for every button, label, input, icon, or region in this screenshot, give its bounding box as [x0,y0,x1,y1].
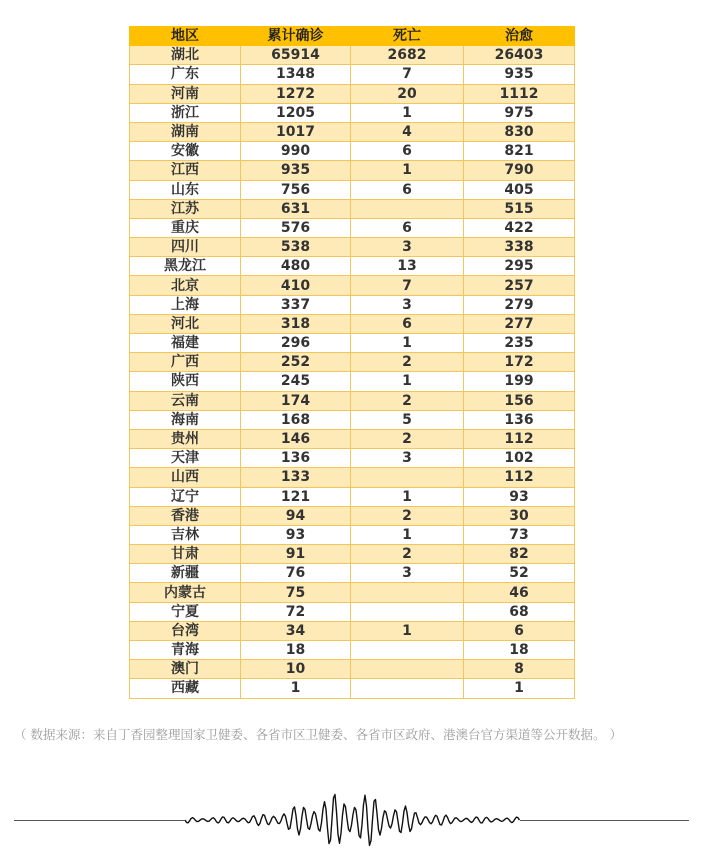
table-header-row [130,27,575,46]
cell-deaths: 3 [351,449,464,468]
cell-region: 澳门 [130,660,241,679]
cell-recovered: 1 [464,679,575,698]
table-row [130,46,575,65]
cell-recovered: 199 [464,372,575,391]
cell-recovered: 821 [464,142,575,161]
epidemic-data-table-container [129,26,574,699]
cell-confirmed: 174 [241,391,351,410]
cell-confirmed: 146 [241,429,351,448]
header-recovered: 治愈 [464,27,575,46]
cell-deaths: 1 [351,372,464,391]
cell-region: 湖北 [130,46,241,65]
cell-recovered: 8 [464,660,575,679]
cell-recovered: 102 [464,449,575,468]
cell-deaths [351,199,464,218]
table-row [130,468,575,487]
cell-region: 山西 [130,468,241,487]
cell-confirmed: 410 [241,276,351,295]
cell-confirmed: 91 [241,545,351,564]
cell-deaths: 3 [351,564,464,583]
cell-confirmed: 1272 [241,84,351,103]
cell-confirmed: 65914 [241,46,351,65]
table-row [130,429,575,448]
cell-deaths: 1 [351,621,464,640]
table-row [130,487,575,506]
cell-region: 湖南 [130,122,241,141]
cell-deaths [351,660,464,679]
cell-region: 香港 [130,506,241,525]
cell-recovered: 830 [464,122,575,141]
cell-region: 北京 [130,276,241,295]
cell-deaths: 2682 [351,46,464,65]
cell-recovered: 112 [464,429,575,448]
cell-deaths: 2 [351,391,464,410]
table-row [130,257,575,276]
table-body [130,46,575,698]
cell-region: 台湾 [130,621,241,640]
table-row [130,621,575,640]
cell-recovered: 30 [464,506,575,525]
table-row [130,449,575,468]
cell-recovered: 82 [464,545,575,564]
table-row [130,525,575,544]
cell-confirmed: 121 [241,487,351,506]
cell-deaths: 1 [351,161,464,180]
cell-region: 四川 [130,238,241,257]
cell-region: 广西 [130,353,241,372]
table-row [130,679,575,698]
cell-region: 江苏 [130,199,241,218]
cell-region: 贵州 [130,429,241,448]
cell-recovered: 338 [464,238,575,257]
cell-region: 海南 [130,410,241,429]
cell-recovered: 515 [464,199,575,218]
cell-confirmed: 72 [241,602,351,621]
header-confirmed: 累计确诊 [241,27,351,46]
cell-confirmed: 318 [241,314,351,333]
cell-deaths: 7 [351,65,464,84]
cell-deaths: 1 [351,487,464,506]
cell-deaths [351,641,464,660]
cell-confirmed: 1017 [241,122,351,141]
cell-region: 浙江 [130,103,241,122]
table-row [130,65,575,84]
cell-deaths: 1 [351,525,464,544]
table-row [130,353,575,372]
cell-confirmed: 538 [241,238,351,257]
cell-confirmed: 756 [241,180,351,199]
cell-confirmed: 480 [241,257,351,276]
table-row [130,602,575,621]
cell-deaths [351,468,464,487]
cell-confirmed: 18 [241,641,351,660]
cell-region: 安徽 [130,142,241,161]
cell-region: 云南 [130,391,241,410]
cell-deaths: 3 [351,295,464,314]
cell-region: 河北 [130,314,241,333]
cell-confirmed: 337 [241,295,351,314]
cell-deaths [351,602,464,621]
cell-region: 江西 [130,161,241,180]
header-region: 地区 [130,27,241,46]
cell-region: 上海 [130,295,241,314]
cell-confirmed: 631 [241,199,351,218]
cell-recovered: 156 [464,391,575,410]
cell-recovered: 93 [464,487,575,506]
cell-region: 辽宁 [130,487,241,506]
table-row [130,199,575,218]
cell-recovered: 172 [464,353,575,372]
cell-confirmed: 935 [241,161,351,180]
table-row [130,276,575,295]
cell-recovered: 136 [464,410,575,429]
cell-recovered: 68 [464,602,575,621]
epidemic-data-table [129,26,575,699]
table-row [130,410,575,429]
cell-recovered: 235 [464,334,575,353]
cell-recovered: 277 [464,314,575,333]
table-row [130,218,575,237]
cell-recovered: 73 [464,525,575,544]
cell-recovered: 6 [464,621,575,640]
cell-region: 重庆 [130,218,241,237]
cell-region: 山东 [130,180,241,199]
cell-confirmed: 576 [241,218,351,237]
cell-region: 宁夏 [130,602,241,621]
header-deaths: 死亡 [351,27,464,46]
waveform-divider-icon [185,788,520,852]
table-row [130,161,575,180]
cell-deaths: 2 [351,506,464,525]
cell-deaths: 20 [351,84,464,103]
cell-region: 广东 [130,65,241,84]
cell-region: 黑龙江 [130,257,241,276]
cell-region: 甘肃 [130,545,241,564]
cell-deaths [351,679,464,698]
cell-confirmed: 1 [241,679,351,698]
table-row [130,122,575,141]
cell-deaths [351,583,464,602]
cell-region: 吉林 [130,525,241,544]
cell-deaths: 2 [351,429,464,448]
cell-recovered: 1112 [464,84,575,103]
cell-deaths: 6 [351,314,464,333]
cell-confirmed: 168 [241,410,351,429]
cell-recovered: 935 [464,65,575,84]
cell-confirmed: 245 [241,372,351,391]
cell-region: 福建 [130,334,241,353]
cell-deaths: 6 [351,142,464,161]
table-row [130,506,575,525]
cell-confirmed: 75 [241,583,351,602]
cell-recovered: 257 [464,276,575,295]
cell-recovered: 975 [464,103,575,122]
cell-region: 内蒙古 [130,583,241,602]
cell-region: 青海 [130,641,241,660]
cell-recovered: 405 [464,180,575,199]
cell-deaths: 2 [351,353,464,372]
cell-confirmed: 133 [241,468,351,487]
cell-recovered: 279 [464,295,575,314]
table-row [130,564,575,583]
table-row [130,295,575,314]
cell-deaths: 2 [351,545,464,564]
cell-confirmed: 10 [241,660,351,679]
table-row [130,84,575,103]
cell-confirmed: 296 [241,334,351,353]
cell-deaths: 1 [351,334,464,353]
cell-confirmed: 136 [241,449,351,468]
table-row [130,545,575,564]
cell-deaths: 5 [351,410,464,429]
table-row [130,103,575,122]
cell-region: 天津 [130,449,241,468]
cell-recovered: 46 [464,583,575,602]
cell-deaths: 6 [351,180,464,199]
cell-recovered: 790 [464,161,575,180]
cell-region: 河南 [130,84,241,103]
cell-recovered: 422 [464,218,575,237]
cell-recovered: 18 [464,641,575,660]
table-row [130,660,575,679]
cell-deaths: 13 [351,257,464,276]
table-row [130,372,575,391]
cell-confirmed: 1205 [241,103,351,122]
cell-deaths: 1 [351,103,464,122]
cell-confirmed: 252 [241,353,351,372]
cell-confirmed: 93 [241,525,351,544]
cell-region: 新疆 [130,564,241,583]
table-row [130,583,575,602]
cell-recovered: 295 [464,257,575,276]
cell-region: 陕西 [130,372,241,391]
cell-confirmed: 990 [241,142,351,161]
cell-recovered: 52 [464,564,575,583]
table-row [130,334,575,353]
cell-recovered: 112 [464,468,575,487]
table-row [130,180,575,199]
cell-region: 西藏 [130,679,241,698]
cell-deaths: 4 [351,122,464,141]
cell-deaths: 6 [351,218,464,237]
cell-confirmed: 1348 [241,65,351,84]
table-row [130,314,575,333]
cell-recovered: 26403 [464,46,575,65]
cell-deaths: 7 [351,276,464,295]
cell-confirmed: 94 [241,506,351,525]
data-source-note: （ 数据来源：来自丁香园整理国家卫健委、各省市区卫健委、各省市区政府、港澳台官方渠道等公开数据。 ） [14,727,622,742]
cell-confirmed: 76 [241,564,351,583]
table-row [130,238,575,257]
cell-confirmed: 34 [241,621,351,640]
table-row [130,142,575,161]
table-row [130,641,575,660]
table-row [130,391,575,410]
cell-deaths: 3 [351,238,464,257]
